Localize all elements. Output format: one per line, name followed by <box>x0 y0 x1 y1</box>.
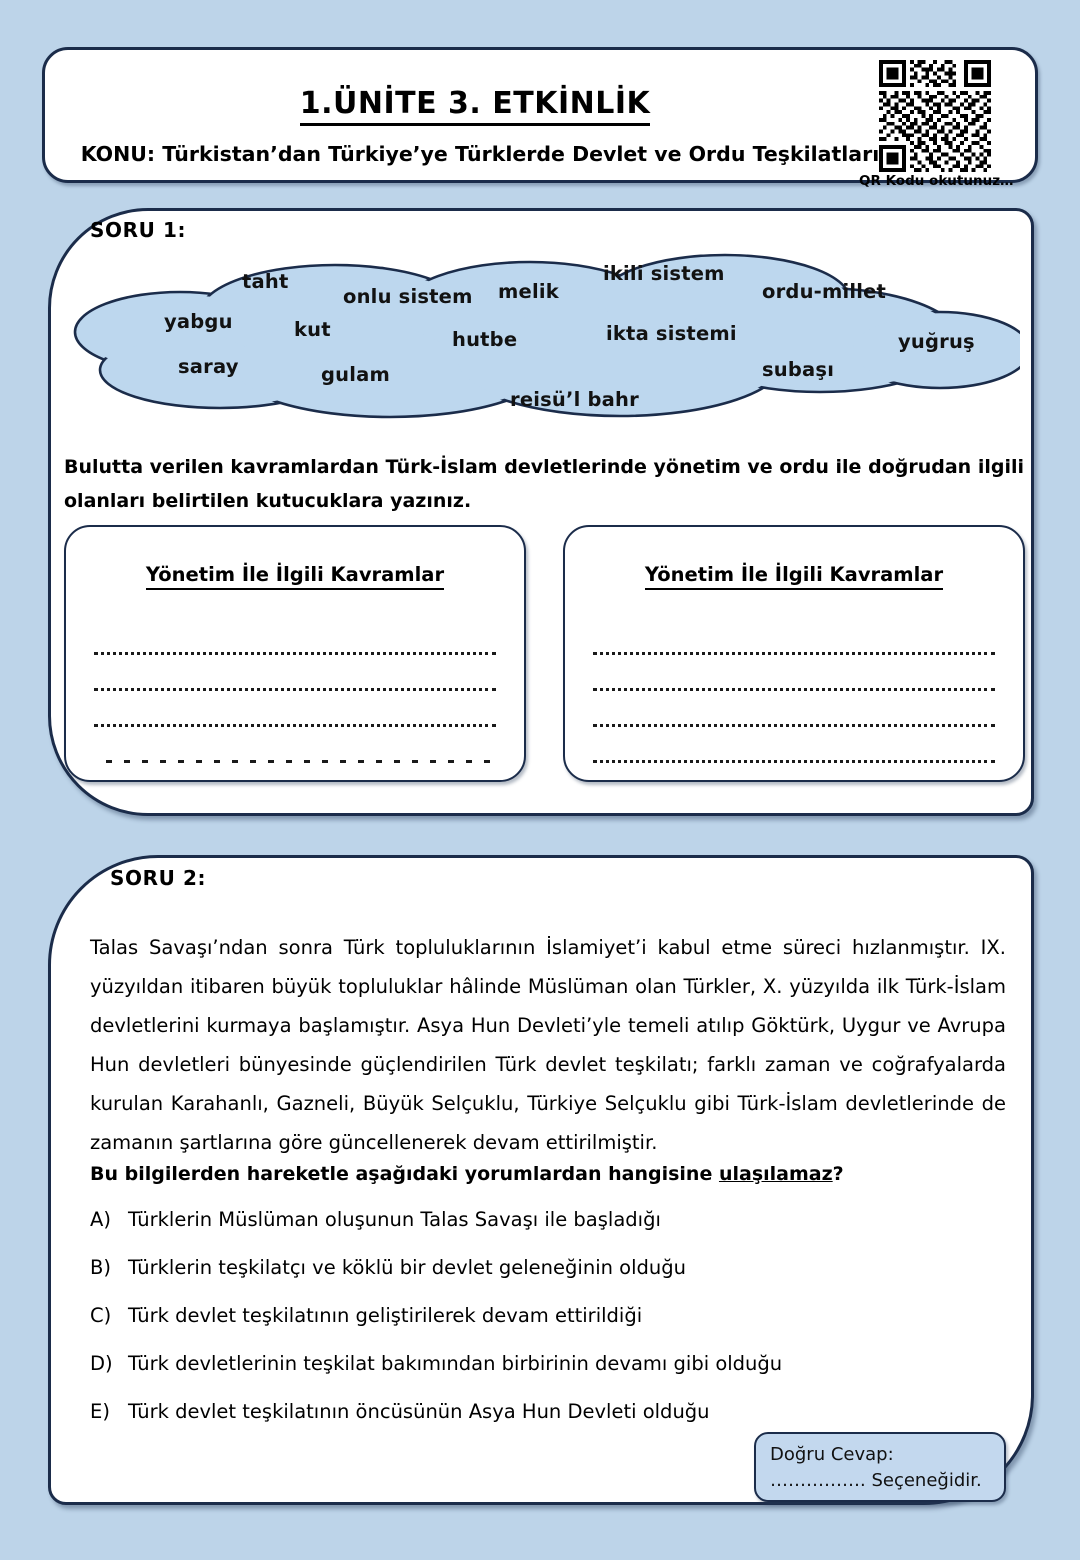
cloud-word: yuğruş <box>898 330 975 353</box>
option-row[interactable] <box>90 1256 950 1304</box>
answer-box-left-title <box>66 563 524 586</box>
option-letter: C) <box>90 1304 112 1327</box>
option-row[interactable] <box>90 1304 950 1352</box>
prompt-before: Bu bilgilerden hareketle aşağıdaki yorumlardan hangisine <box>90 1163 719 1185</box>
page-title-text: 1.ÜNİTE 3. ETKİNLİK <box>300 86 651 126</box>
cloud-word: ikili sistem <box>603 262 725 285</box>
passage-text: Talas Savaşı’ndan sonra Türk topluluklarının İslamiyet’i kabul etme süreci hızlanmıştır. IX. yüzyıldan itibaren büyük topluluklar hâlinde Müslüman olan Türkler, X. yüzyılda ilk Türk-İslam devletlerini kurmaya başlamıştır. Asya Hun Devleti’yle temeli atılıp Göktürk, Uygur ve Avrupa Hun devletleri bünyesinde güçlendirilen Türk devlet teşkilatı; farklı zaman ve coğrafyalarda kurulan Karahanlı, Gazneli, Büyük Selçuklu, Türkiye Selçuklu gibi Türk-İslam devletlerinde de zamanın şartlarına göre güncellenerek devam ettirilmiştir. <box>90 936 1006 1154</box>
write-line[interactable] <box>94 727 496 763</box>
option-row[interactable] <box>90 1208 950 1256</box>
write-line[interactable] <box>94 655 496 691</box>
write-lines-right <box>593 619 995 763</box>
question-1-label: SORU 1: <box>90 218 187 242</box>
prompt-after: ? <box>832 1163 844 1185</box>
write-line[interactable] <box>593 655 995 691</box>
question-prompt <box>90 1163 1006 1185</box>
option-letter: B) <box>90 1256 111 1279</box>
write-line[interactable] <box>593 727 995 763</box>
answer-box-left-title-text: Yönetim İle İlgili Kavramlar <box>146 563 444 590</box>
cloud-word: saray <box>178 355 239 378</box>
question-2-label: SORU 2: <box>110 866 207 890</box>
write-line[interactable] <box>593 619 995 655</box>
cloud-word: ordu-millet <box>762 280 887 303</box>
cloud-word: hutbe <box>452 328 518 351</box>
answer-box-yonetim[interactable] <box>64 525 526 782</box>
cloud-word: yabgu <box>164 310 233 333</box>
option-text: Türk devlet teşkilatının geliştirilerek devam ettirildiği <box>128 1304 643 1327</box>
option-letter: D) <box>90 1352 113 1375</box>
answer-key-blank: ……………. Seçeneğidir. <box>770 1470 982 1491</box>
write-line[interactable] <box>94 619 496 655</box>
instruction-text: Bulutta verilen kavramlardan Türk-İslam devletlerinde yönetim ve ordu ile doğrudan ilgili olanları belirtilen kutucuklara yazınız. <box>64 456 1024 512</box>
header-banner <box>42 47 1038 189</box>
option-text: Türklerin teşkilatçı ve köklü bir devlet geleneğinin olduğu <box>128 1256 686 1279</box>
answer-key-box[interactable] <box>754 1432 1006 1502</box>
answer-box-right-title-text: Yönetim İle İlgili Kavramlar <box>645 563 943 590</box>
option-row[interactable] <box>90 1352 950 1400</box>
write-line[interactable] <box>593 691 995 727</box>
option-letter: A) <box>90 1208 111 1231</box>
qr-code-icon <box>879 60 991 172</box>
option-text: Türk devletlerinin teşkilat bakımından birbirinin devamı gibi olduğu <box>128 1352 783 1375</box>
answer-box-ordu[interactable] <box>563 525 1025 782</box>
cloud-word: gulam <box>321 363 391 386</box>
option-letter: E) <box>90 1400 110 1423</box>
write-line[interactable] <box>94 691 496 727</box>
word-cloud <box>60 240 1020 430</box>
options-list <box>90 1208 950 1448</box>
cloud-word: taht <box>242 270 289 293</box>
cloud-word: subaşı <box>762 358 835 381</box>
qr-block <box>859 60 1014 189</box>
answer-box-right-title <box>565 563 1023 586</box>
qr-caption: QR Kodu okutunuz… <box>859 173 1014 189</box>
subject-line: KONU: Türkistan’dan Türkiye’ye Türklerde Devlet ve Ordu Teşkilatları <box>80 142 880 166</box>
prompt-underlined: ulaşılamaz <box>718 1163 833 1185</box>
cloud-word: melik <box>498 280 559 303</box>
cloud-word: onlu sistem <box>343 285 473 308</box>
option-text: Türk devlet teşkilatının öncüsünün Asya Hun Devleti olduğu <box>128 1400 710 1423</box>
cloud-word: reisü’l bahr <box>510 388 639 411</box>
write-lines-left <box>94 619 496 763</box>
option-text: Türklerin Müslüman oluşunun Talas Savaşı ile başladığı <box>128 1208 661 1231</box>
answer-key-label: Doğru Cevap: <box>770 1444 894 1465</box>
cloud-word: ikta sistemi <box>606 322 737 345</box>
cloud-word: kut <box>294 318 331 341</box>
